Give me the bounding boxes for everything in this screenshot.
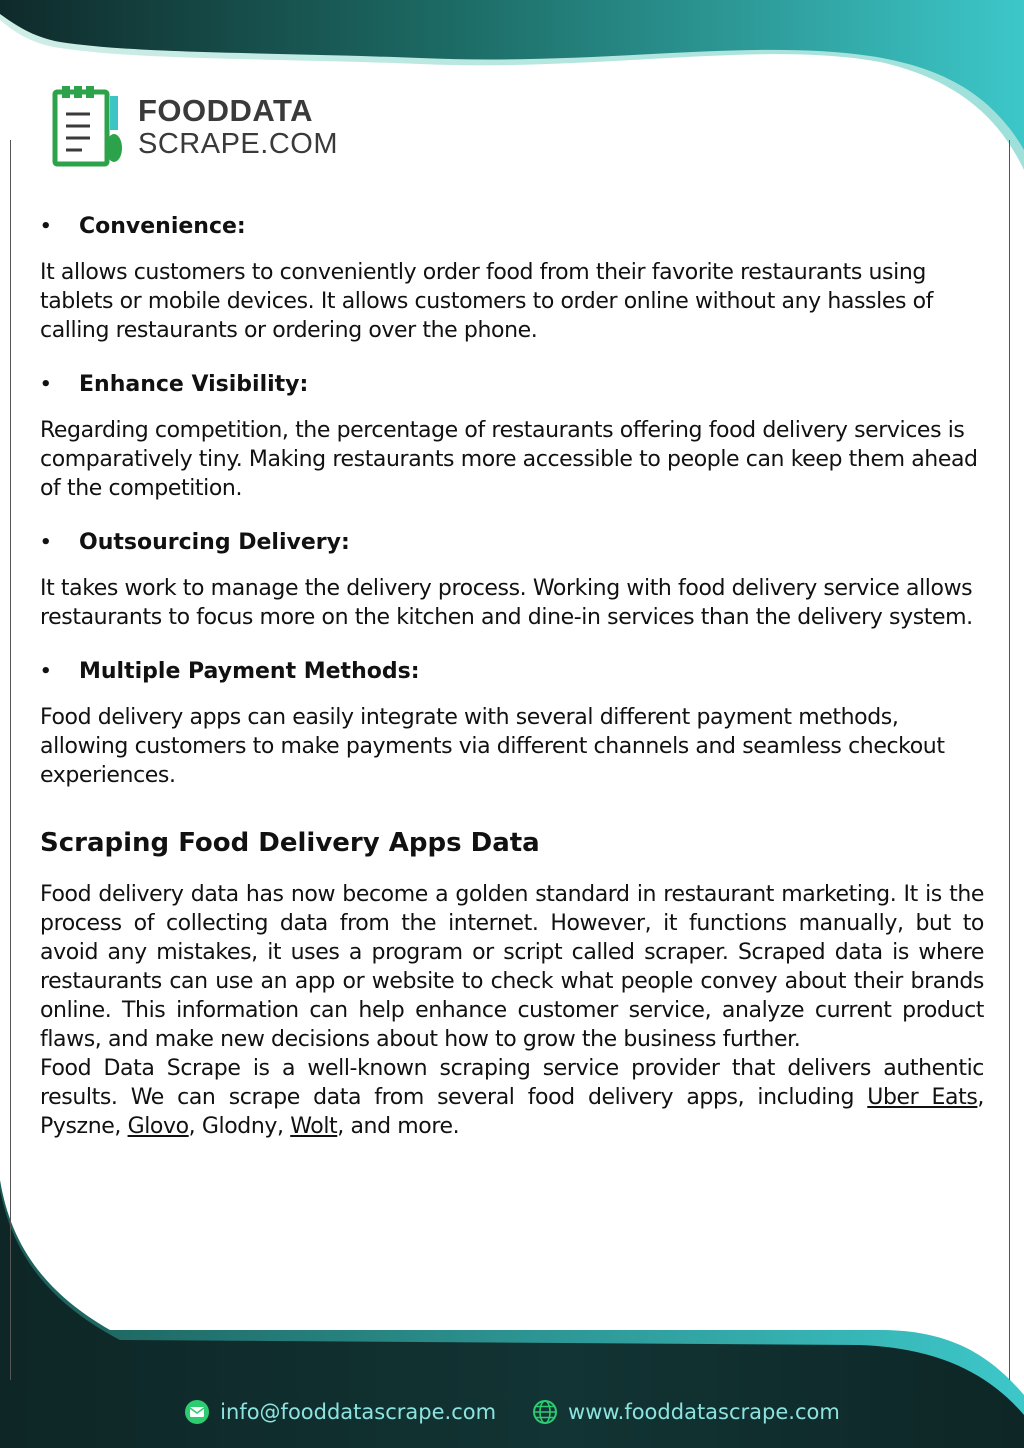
bullet-heading-text: Outsourcing Delivery: [79, 529, 350, 555]
paragraph-outsourcing: It takes work to manage the delivery process. Working with food delivery service allows restaurants to focus more on the kitchen and dine-in services than the delivery system. [40, 576, 973, 630]
paragraph-text: Food Data Scrape is a well-known scraping service provider that delivers authentic results. We can scrape data from several food delivery apps, including [40, 1056, 984, 1110]
footer-website[interactable] [532, 1399, 840, 1425]
bullet-heading-convenience [40, 206, 984, 246]
bullet-heading-text: Enhance Visibility: [79, 371, 309, 397]
brand-name-line2: SCRAPE.COM [138, 128, 338, 160]
bullet-heading-text: Multiple Payment Methods: [79, 658, 420, 684]
paragraph-text: , and more. [337, 1114, 460, 1139]
paragraph-text: , Glodny, [188, 1114, 291, 1139]
link-uber-eats[interactable]: Uber Eats [867, 1085, 978, 1110]
section-title-scraping: Scraping Food Delivery Apps Data [40, 828, 540, 858]
bullet-icon: • [40, 215, 52, 237]
link-wolt[interactable]: Wolt [290, 1114, 338, 1139]
bullet-heading-outsourcing [40, 522, 984, 562]
bullet-icon: • [40, 660, 52, 682]
mail-icon [184, 1399, 210, 1425]
bullet-heading-text: Convenience: [79, 213, 246, 239]
website-text[interactable]: www.fooddatascrape.com [568, 1400, 840, 1424]
paragraph-visibility: Regarding competition, the percentage of restaurants offering food delivery services is comparatively tiny. Making restaurants more accessible to people can keep them ahead of the competition. [40, 418, 978, 501]
brand-name-line1: FOODDATA [138, 93, 314, 128]
bullet-icon: • [40, 373, 52, 395]
document-body [40, 206, 984, 1141]
paragraph-scraping-2 [40, 1054, 984, 1141]
bullet-heading-payment [40, 651, 984, 691]
paragraph-payment: Food delivery apps can easily integrate with several different payment methods, allowing customers to make payments via different channels and seamless checkout experiences. [40, 705, 945, 788]
paragraph-text: , Pyszne, [40, 1085, 984, 1139]
email-text[interactable]: info@fooddatascrape.com [220, 1400, 497, 1424]
paragraph-scraping-1: Food delivery data has now become a golden standard in restaurant marketing. It is the process of collecting data from the internet. However, it functions manually, but to avoid any mistakes, it uses a program or script called scraper. Scraped data is where restaurants can use an app or website to check what people convey about their brands online. This information can help enhance customer service, analyze current product flaws, and make new decisions about how to grow the business further. [40, 882, 984, 1052]
paragraph-convenience: It allows customers to conveniently order food from their favorite restaurants using tablets or mobile devices. It allows customers to order online without any hassles of calling restaurants or ordering over the phone. [40, 260, 934, 343]
bullet-heading-visibility [40, 364, 984, 404]
footer-email[interactable] [184, 1399, 496, 1425]
globe-icon [532, 1399, 558, 1425]
link-glovo[interactable]: Glovo [127, 1114, 189, 1139]
footer-contact [0, 1390, 1024, 1434]
bullet-icon: • [40, 531, 52, 553]
brand-logo [52, 86, 338, 168]
menu-fork-icon [52, 86, 128, 168]
